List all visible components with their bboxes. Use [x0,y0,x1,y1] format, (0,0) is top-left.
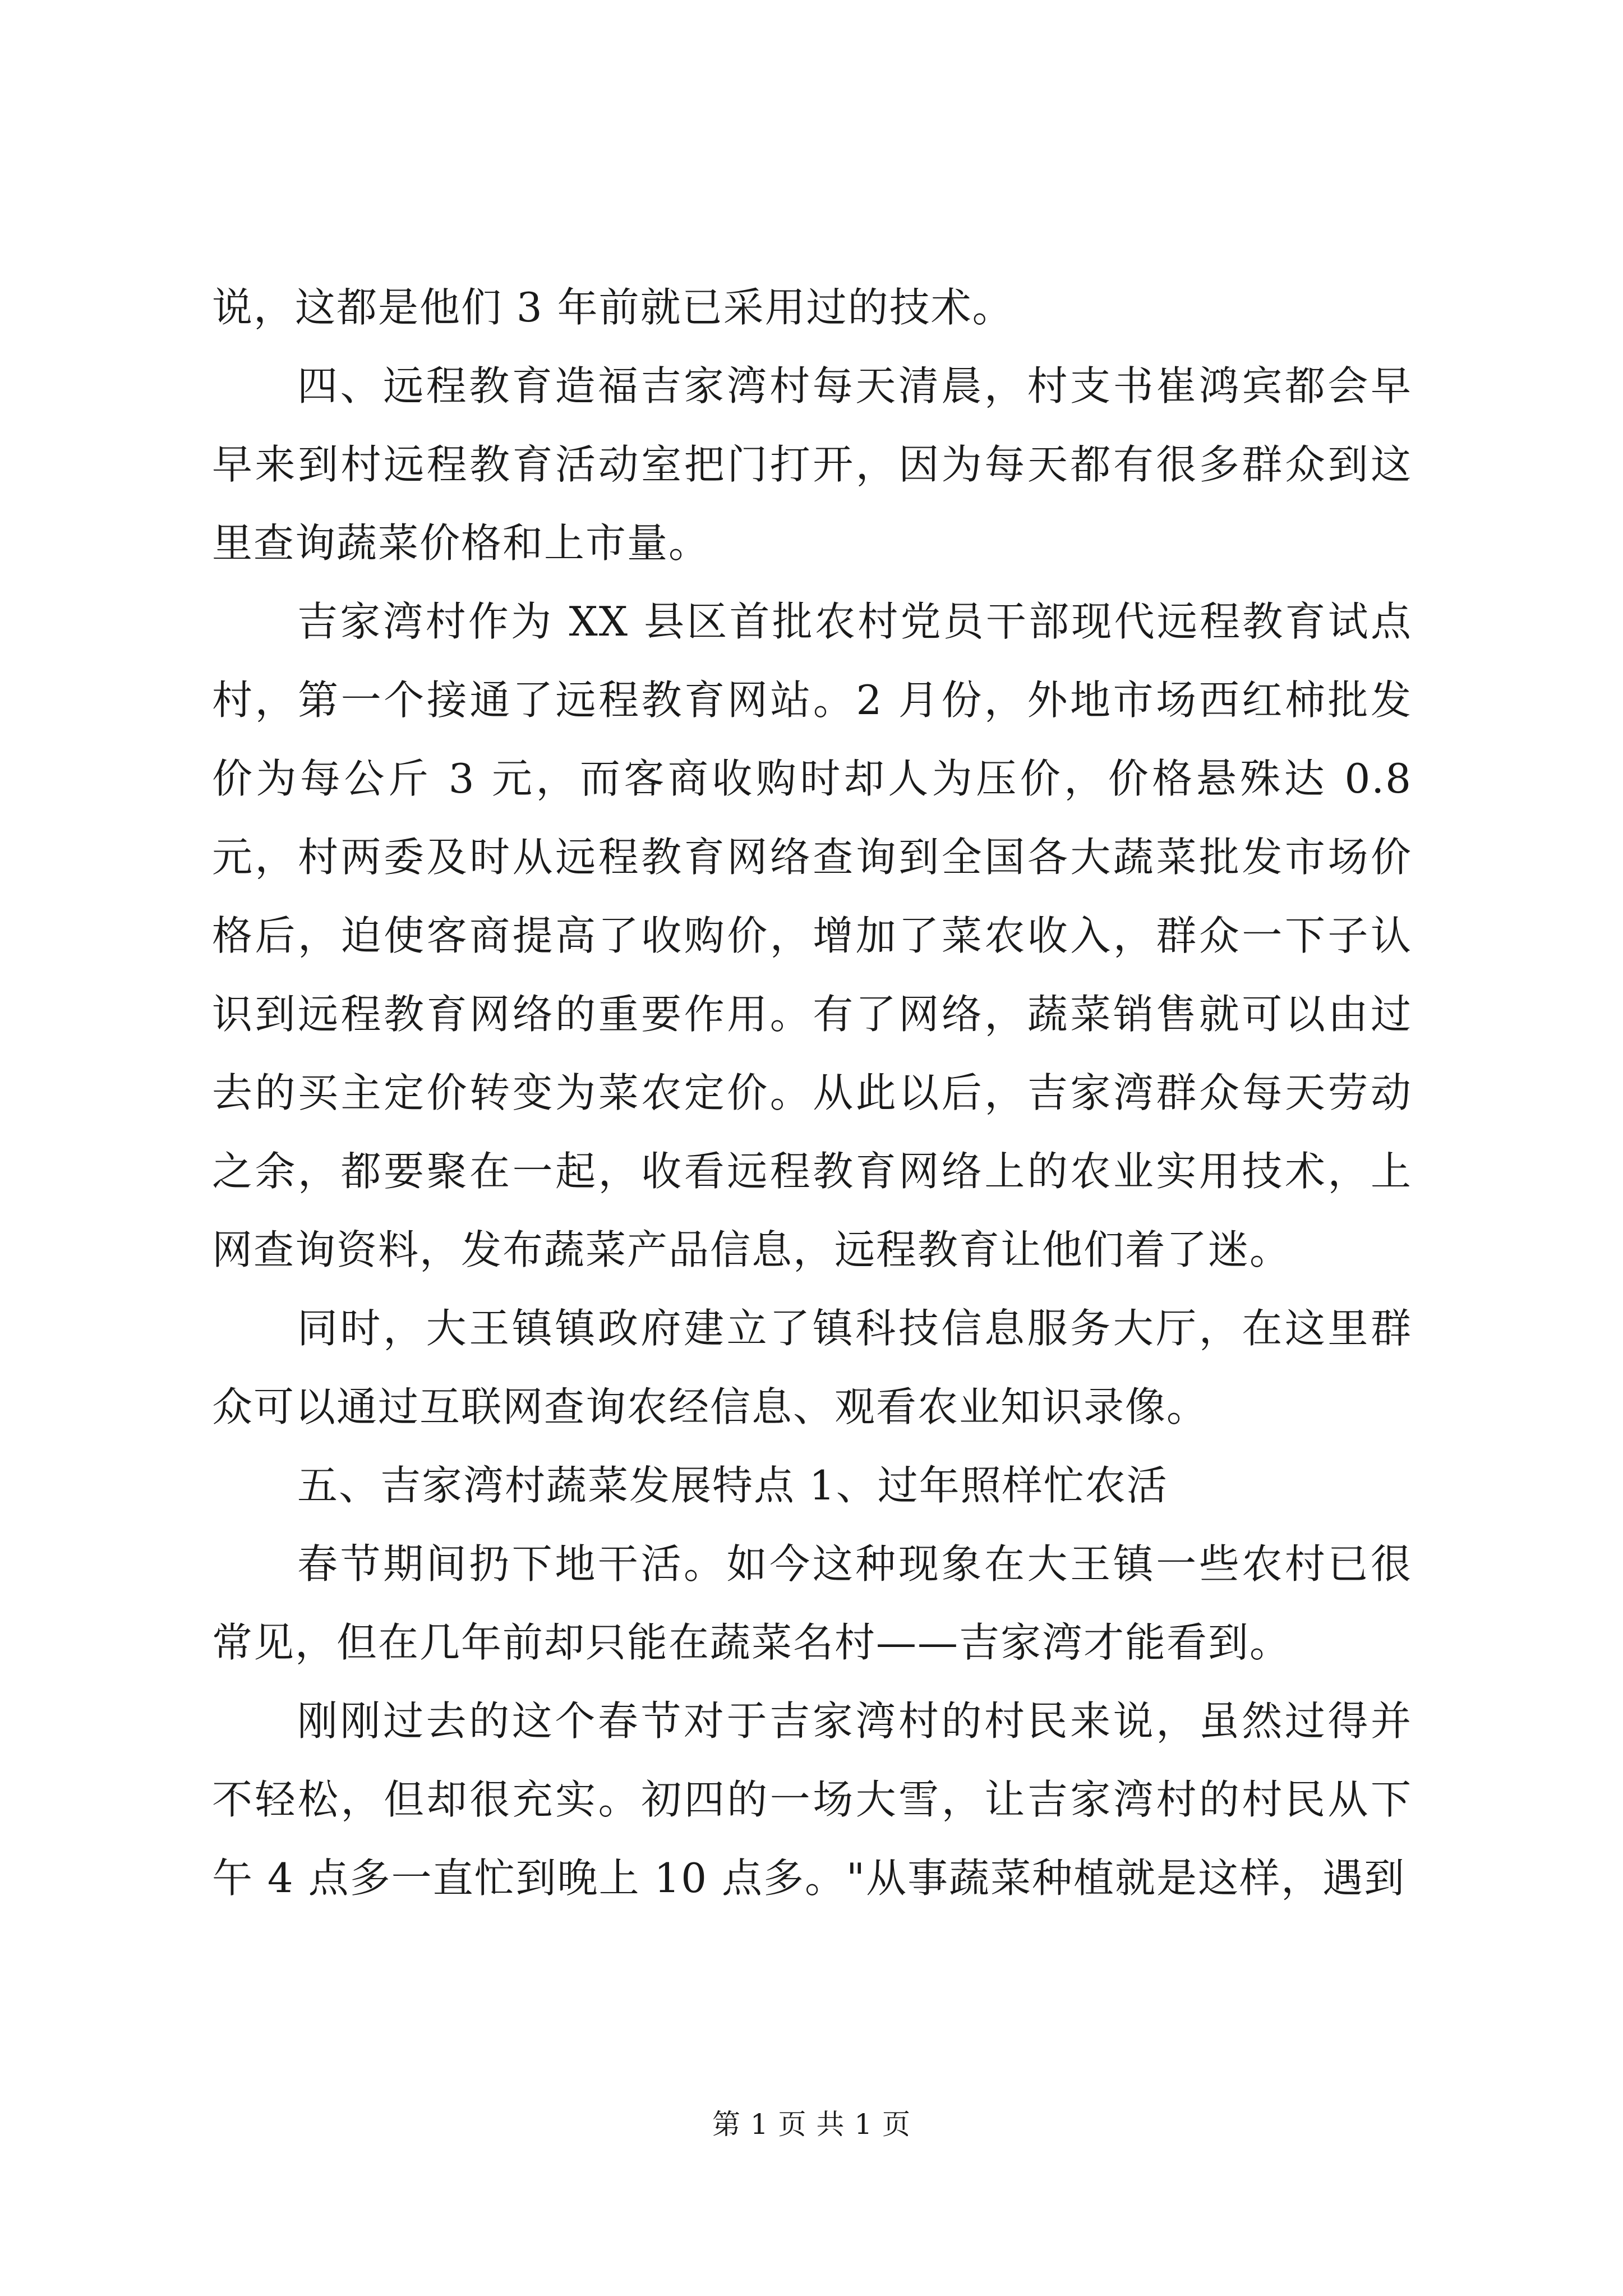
paragraph-town-service-hall: 同时，大王镇镇政府建立了镇科技信息服务大厅，在这里群众可以通过互联网查询农经信息、观看农业知识录像。 [212,1305,1412,1430]
paragraph-spring-festival: 春节期间扔下地干活。如今这种现象在大王镇一些农村已很常见，但在几年前却只能在蔬菜名村——吉家湾才能看到。 [212,1540,1412,1666]
paragraph-section-five: 五、吉家湾村蔬菜发展特点 1、过年照样忙农活 [297,1462,1168,1509]
paragraph-section-four: 四、远程教育造福吉家湾村每天清晨，村支书崔鸿宾都会早早来到村远程教育活动室把门打开，因为每天都有很多群众到这里查询蔬菜价格和上市量。 [212,362,1412,567]
paragraph-continuation: 说，这都是他们 3 年前就已采用过的技术。 [212,284,1014,331]
paragraph-pilot-village: 吉家湾村作为 XX 县区首批农村党员干部现代远程教育试点村，第一个接通了远程教育网站。2 月份，外地市场西红柿批发价为每公斤 3 元，而客商收购时却人为压价，价格悬殊达 0.8 元，村两委及时从远程教育网络查询到全国各大蔬菜批发市场价格后，迫使客商提高了收购价，增加了菜农收入，群众一下子认识到远程教育网络的重要作用。有了网络，蔬菜销售就可以由过去的买主定价转变为菜农定价。从此以后，吉家湾群众每天劳动之余，都要聚在一起，收看远程教育网络上的农业实用技术，上网查询资料，发布蔬菜产品信息，远程教育让他们着了迷。 [212,598,1412,1273]
document-body [212,268,1412,1917]
paragraph-snow-work: 刚刚过去的这个春节对于吉家湾村的村民来说，虽然过得并不轻松，但却很充实。初四的一场大雪，让吉家湾村的村民从下午 4 点多一直忙到晚上 10 点多。"从事蔬菜种植就是这样，遇到 [212,1697,1412,1902]
page-footer: 第 1 页 共 1 页 [712,2108,911,2141]
